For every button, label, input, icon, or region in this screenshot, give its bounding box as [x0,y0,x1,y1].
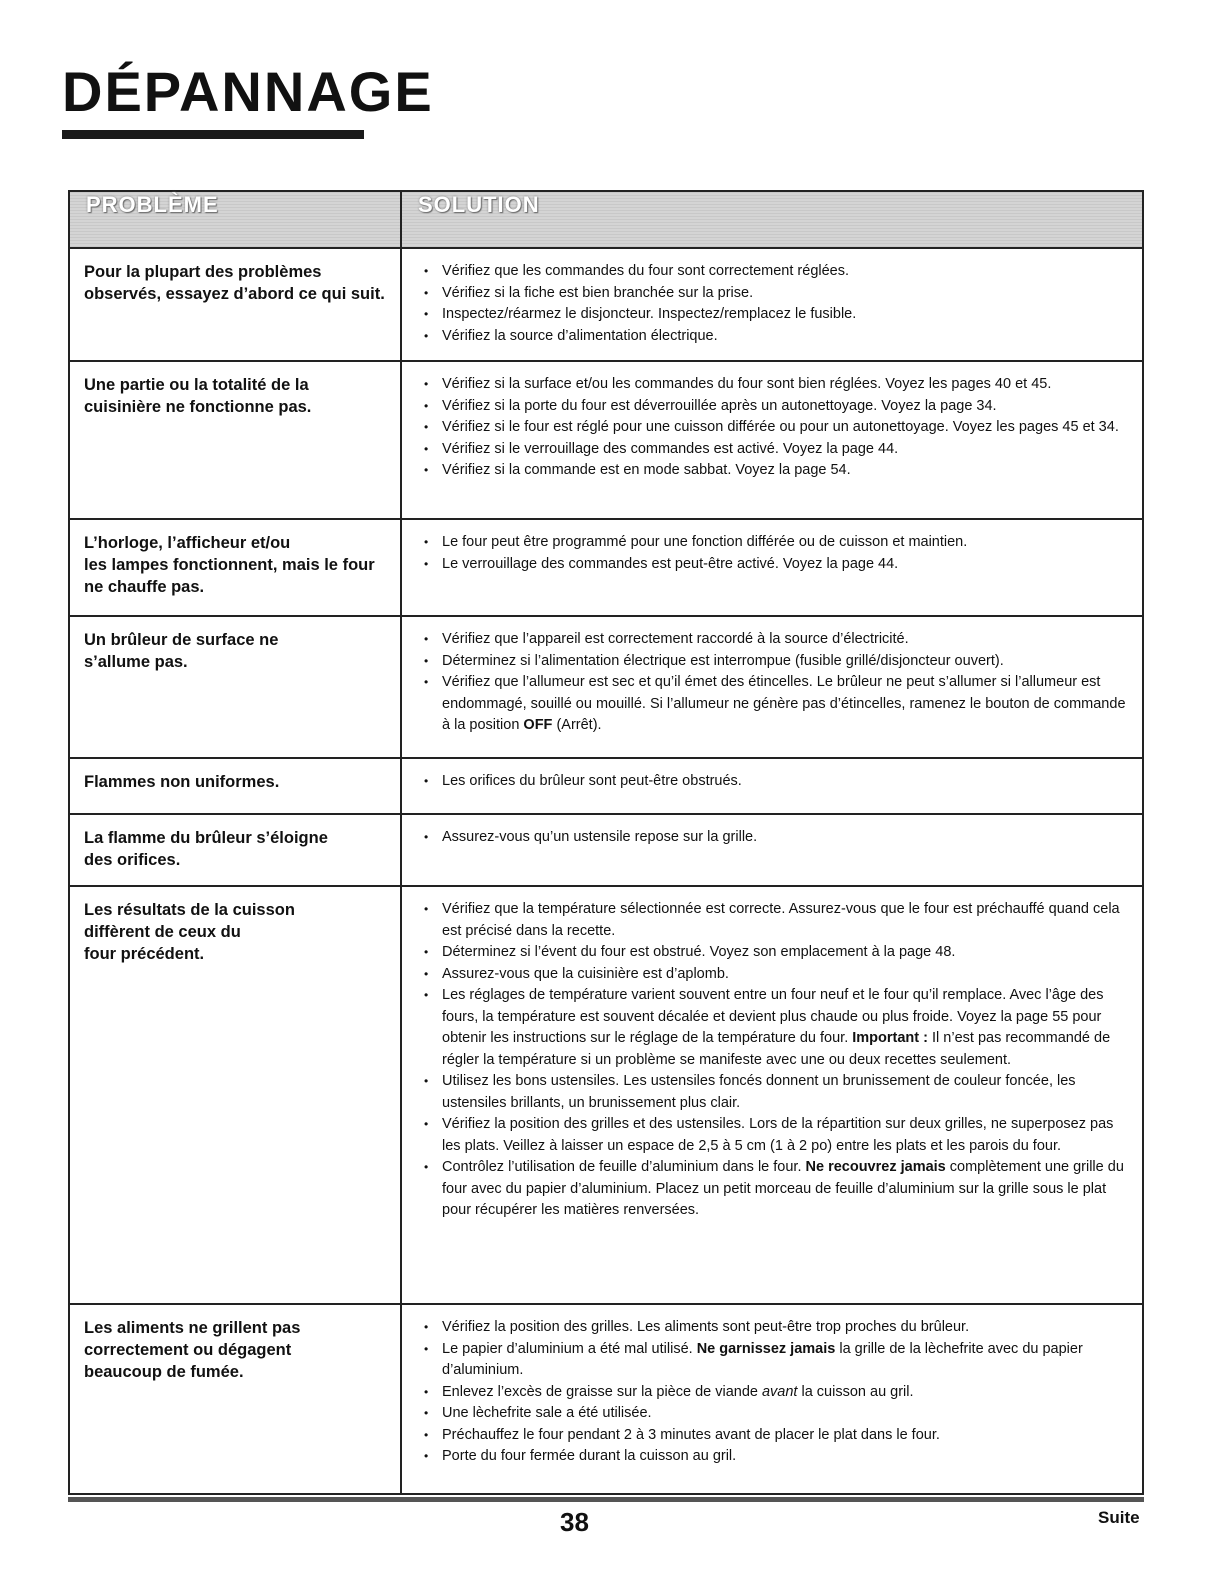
solution-item: • Vérifiez si la fiche est bien branchée sur la prise. [424,283,1132,305]
solution-item: • Vérifiez que la température sélectionnée est correcte. Assurez-vous que le four est préchauffé quand cela est précisé dans la recette. [424,899,1132,942]
problem-text: four précédent. [84,945,205,963]
solution-item: • Porte du four fermée durant la cuisson au gril. [424,1446,1132,1468]
problem-text: observés, essayez d’abord ce qui suit. [84,285,385,303]
problem-text: beaucoup de fumée. [84,1363,244,1381]
solution-cell [401,1304,1143,1494]
solution-item: • Enlevez l’excès de graisse sur la pièce de viande avant la cuisson au gril. [424,1382,1132,1404]
solution-item: • Assurez-vous qu’un ustensile repose sur la grille. [424,827,1132,849]
solution-item: • Vérifiez si le verrouillage des commandes est activé. Voyez la page 44. [424,439,1132,461]
page-number: 38 [560,1507,589,1537]
problem-cell [69,519,401,616]
problem-cell [69,758,401,814]
problem-cell [69,248,401,361]
solution-item: • Déterminez si l’évent du four est obstrué. Voyez son emplacement à la page 48. [424,942,1132,964]
problem-text: Les aliments ne grillent pas [84,1319,301,1337]
problem-text: Pour la plupart des problèmes [84,263,322,281]
solution-item: • Le verrouillage des commandes est peut-être activé. Voyez la page 44. [424,554,1132,576]
solution-item: • Contrôlez l’utilisation de feuille d’aluminium dans le four. Ne recouvrez jamais complètement une grille du four avec du papier d’aluminium. Placez un petit morceau de feuille d’aluminium sur la grille sous le plat pour récupérer les matières renversées. [424,1157,1132,1222]
problem-text: Une partie ou la totalité de la [84,376,309,394]
solution-item: • Vérifiez si la commande est en mode sabbat. Voyez la page 54. [424,460,1132,482]
page-title: DÉPANNAGE [62,60,434,123]
solution-item: • Vérifiez la source d’alimentation électrique. [424,326,1132,348]
solution-item: • Assurez-vous que la cuisinière est d’aplomb. [424,964,1132,986]
solution-item: • Le four peut être programmé pour une fonction différée ou de cuisson et maintien. [424,532,1132,554]
continued-label: Suite [1098,1508,1140,1527]
table-row [69,886,1143,1304]
solution-item: • Déterminez si l’alimentation électrique est interrompue (fusible grillé/disjoncteur ouvert). [424,651,1132,673]
solution-item: • Vérifiez que l’allumeur est sec et qu’il émet des étincelles. Le brûleur ne peut s’allumer si l’allumeur est endommagé, souillé ou mouillé. Si l’allumeur ne génère pas d’étincelles, ramenez le bouton de commande à la position OFF (Arrêt). [424,672,1132,737]
problem-cell [69,361,401,519]
solution-cell [401,248,1143,361]
problem-text: les lampes fonctionnent, mais le four [84,556,375,574]
problem-text: Les résultats de la cuisson [84,901,295,919]
problem-text: ne chauffe pas. [84,578,205,596]
solution-item: • Vérifiez si le four est réglé pour une cuisson différée ou pour un autonettoyage. Voyez les pages 45 et 34. [424,417,1132,439]
solution-item: • Vérifiez si la surface et/ou les commandes du four sont bien réglées. Voyez les pages 40 et 45. [424,374,1132,396]
solution-item: • Le papier d’aluminium a été mal utilisé. Ne garnissez jamais la grille de la lèchefrite avec du papier d’aluminium. [424,1339,1132,1382]
table-row [69,519,1143,616]
solution-column-header: SOLUTION [401,191,1143,248]
solution-item: • Vérifiez que les commandes du four sont correctement réglées. [424,261,1132,283]
solution-cell [401,814,1143,886]
footer-rule [68,1497,1144,1502]
problem-text: Un brûleur de surface ne [84,631,279,649]
solution-item: • Vérifiez si la porte du four est déverrouillée après un autonettoyage. Voyez la page 34. [424,396,1132,418]
solution-item: • Vérifiez que l’appareil est correctement raccordé à la source d’électricité. [424,629,1132,651]
solution-item: • Vérifiez la position des grilles et des ustensiles. Lors de la répartition sur deux grilles, ne superposez pas les plats. Veillez à laisser un espace de 2,5 à 5 cm (1 à 2 po) entre les plats et les parois du four. [424,1114,1132,1157]
problem-text: s’allume pas. [84,653,188,671]
table-row [69,361,1143,519]
table-row [69,616,1143,758]
solution-cell [401,519,1143,616]
solution-item: • Utilisez les bons ustensiles. Les ustensiles foncés donnent un brunissement de couleur foncée, les ustensiles brillants, un brunissement plus clair. [424,1071,1132,1114]
problem-cell [69,814,401,886]
solution-item: • Une lèchefrite sale a été utilisée. [424,1403,1132,1425]
table-row [69,1304,1143,1494]
troubleshooting-table [68,190,1144,1495]
solution-cell [401,886,1143,1304]
solution-cell [401,616,1143,758]
problem-text: des orifices. [84,851,181,869]
solution-cell [401,361,1143,519]
solution-cell [401,758,1143,814]
problem-cell [69,616,401,758]
solution-item: • Vérifiez la position des grilles. Les aliments sont peut-être trop proches du brûleur. [424,1317,1132,1339]
table-row [69,248,1143,361]
problem-text: Flammes non uniformes. [84,773,280,791]
problem-column-header: PROBLÈME [69,191,401,248]
title-underline [62,130,364,139]
problem-text: correctement ou dégagent [84,1341,292,1359]
solution-item: • Inspectez/réarmez le disjoncteur. Inspectez/remplacez le fusible. [424,304,1132,326]
table-row [69,758,1143,814]
table-header-row [69,191,1143,248]
problem-text: diffèrent de ceux du [84,923,241,941]
problem-cell [69,1304,401,1494]
solution-item: • Les réglages de température varient souvent entre un four neuf et le four qu’il remplace. Avec l’âge des fours, la température est souvent décalée et devient plus chaude ou plus froide. Voyez la page 55 pour obtenir les instructions sur le réglage de la température du four. Important : Il n’est pas recommandé de régler la température si un problème se manifeste avec une ou deux recettes seulement. [424,985,1132,1071]
problem-cell [69,886,401,1304]
solution-item: • Les orifices du brûleur sont peut-être obstrués. [424,771,1132,793]
table-row [69,814,1143,886]
problem-text: La flamme du brûleur s’éloigne [84,829,328,847]
problem-text: cuisinière ne fonctionne pas. [84,398,312,416]
solution-item: • Préchauffez le four pendant 2 à 3 minutes avant de placer le plat dans le four. [424,1425,1132,1447]
problem-text: L’horloge, l’afficheur et/ou [84,534,291,552]
